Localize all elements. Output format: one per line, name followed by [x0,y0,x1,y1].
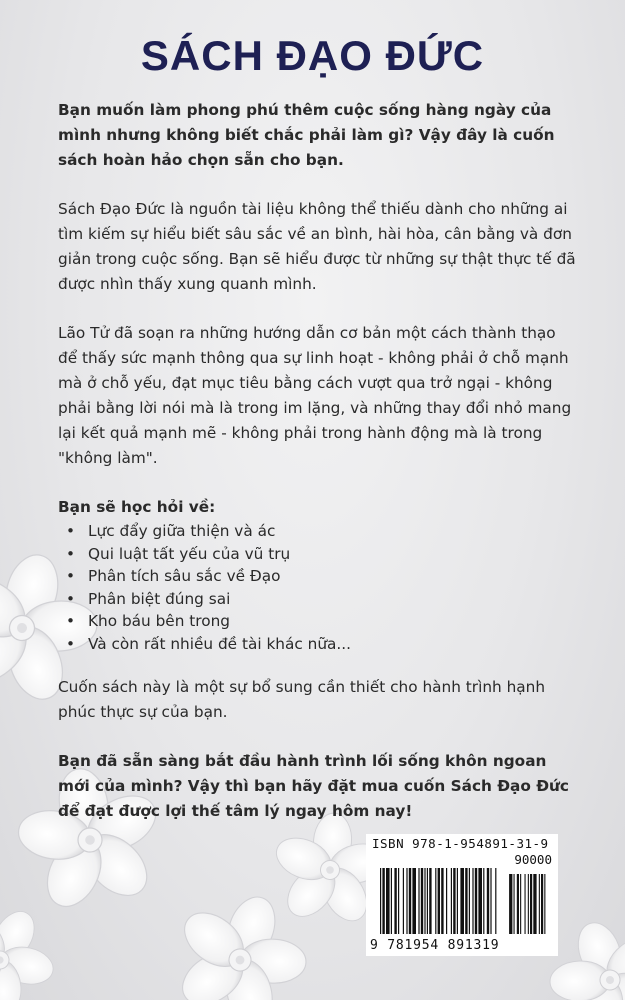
barcode-bars [380,868,548,938]
ean-number: 9 781954 891319 [370,938,500,953]
barcode-bar [483,868,484,934]
addon-bar [528,874,529,934]
addon-bar [509,874,512,934]
barcode-bar [451,868,452,934]
barcode-bar [421,868,423,934]
supplement-paragraph: Cuốn sách này là một sự bổ sung cần thiết cho hành trình hạnh phúc thực sự của bạn. [58,678,546,721]
barcode-bar [418,868,419,934]
addon-bar [520,874,521,934]
barcode-bar [382,868,384,934]
list-item: • Lực đẩy giữa thiện và ác [58,520,578,543]
barcode-bar [453,868,455,934]
addon-bar [514,874,515,934]
barcode-bar [386,868,390,934]
intro-paragraph: Bạn muốn làm phong phú thêm cuộc sống hàng ngày của mình nhưng không biết chắc phải làm gì? Vậy đây là cuốn sách hoàn hảo chọn sẵn cho bạn. [58,101,555,169]
barcode-bar [391,868,392,934]
barcode-bar [429,868,431,934]
barcode-bar [465,868,467,934]
barcode-bar [441,868,443,934]
book-title: SÁCH ĐẠO ĐỨC [140,32,485,79]
isbn-addon-code: 90000 [514,852,552,867]
closing-paragraph: Bạn đã sẵn sàng bắt đầu hành trình lối sống khôn ngoan mới của mình? Vậy thì bạn hãy đặt mua cuốn Sách Đạo Đức để đạt được lợi thế tâm lý ngay hôm nay! [58,752,569,820]
barcode-bar [460,868,464,934]
barcode-bar [435,868,436,934]
barcode-bar [412,868,416,934]
barcode-bar [394,868,396,934]
addon-bar [541,874,543,934]
list-item: • Qui luật tất yếu của vũ trụ [58,543,578,566]
list-item: • Phân biệt đúng sai [58,588,578,611]
barcode-bar [380,868,381,934]
barcode-bar [487,868,489,934]
barcode-bar [409,868,411,934]
barcode-bar [475,868,477,934]
barcode-bar [398,868,399,934]
barcode-bar [457,868,458,934]
barcode-bar [472,868,473,934]
barcode-bar [495,868,496,934]
addon-bar [544,874,545,934]
addon-bar [525,874,526,934]
list-item: • Kho báu bên trong [58,610,578,633]
list-item: • Phân tích sâu sắc về Đạo [58,565,578,588]
learn-list [58,520,578,655]
addon-bar [530,874,532,934]
back-cover-text [58,98,578,848]
barcode-bar [478,868,482,934]
barcode-bar [406,868,407,934]
barcode-bar [427,868,428,934]
description-paragraph: Sách Đạo Đức là nguồn tài liệu không thể thiếu dành cho những ai tìm kiếm sự hiểu biết sâu sắc về an bình, hài hòa, cân bằng và đơn giản trong cuộc sống. Bạn sẽ hiểu được từ những sự thật thực tế đã được nhìn thấy xung quanh mình. [58,200,576,293]
learn-heading: Bạn sẽ học hỏi về: [58,498,216,516]
isbn-barcode-box [366,834,558,956]
barcode-bar [438,868,440,934]
barcode-bar [424,868,425,934]
laozi-paragraph: Lão Tử đã soạn ra những hướng dẫn cơ bản một cách thành thạo để thấy sức mạnh thông qua sự linh hoạt - không phải ở chỗ mạnh mà ở chỗ yếu, đạt mục tiêu bằng cách vượt qua trở ngại - không phải bằng lời nói mà là trong im lặng, và những thay đổi nhỏ mang lại kết quả mạnh mẽ - không phải trong hành động mà là trong "không làm". [58,324,572,467]
addon-bar [539,874,540,934]
barcode-bar [446,868,447,934]
barcode-bar [469,868,470,934]
addon-bar [517,874,519,934]
barcode-bar [490,868,491,934]
barcode-bar [403,868,404,934]
list-item: • Và còn rất nhiều đề tài khác nữa... [58,633,578,656]
addon-bar [533,874,536,934]
isbn-label: ISBN 978-1-954891-31-9 [372,836,549,851]
